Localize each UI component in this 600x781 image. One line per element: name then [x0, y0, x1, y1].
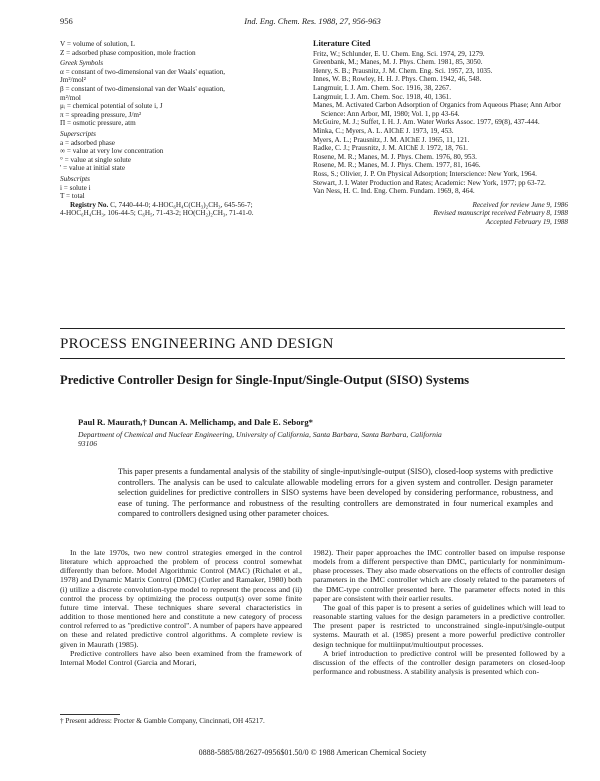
reference-list: [313, 50, 568, 196]
subscripts-heading: Subscripts: [60, 174, 90, 183]
section-rule-top: [60, 328, 565, 329]
reference-item: Minka, C.; Myers, A. L. AIChE J. 1973, 19, 453.: [313, 126, 454, 135]
revised-date: Revised manuscript received February 8, 1988: [433, 209, 568, 218]
registry-text: C, 7440-44-0; 4-HOC₆H₄C(CH₃)₂CH₃, 645-56-7;: [108, 200, 253, 209]
nomenclature-line: ∞ = value at very low concentration: [60, 147, 164, 156]
body-paragraph: In the late 1970s, two new control strategies emerged in the control literature which approached the problem of process control somewhat differently than before. Model Algorithmic Control (MAC) (Richalet et al., 1978) and Dynamic Matrix Control (DMC) (Cutler and Ramaker, 1980) both (i) utilize a discrete convolution-type model to represent the process and (ii) control the process by optimizing the process output(s) over some finite future time interval. These techniques share several characteristics in addition to those mentioned here and constitute a new category of process control referred to as "predictive control". A number of papers have appeared on these and related predictive control algorithms. A complete review is given in Maurath (1985).: [60, 548, 302, 649]
journal-citation: Ind. Eng. Chem. Res. 1988, 27, 956-963: [244, 16, 381, 26]
article-title: Predictive Controller Design for Single-Input/Single-Output (SISO) Systems: [60, 373, 470, 387]
abstract: This paper presents a fundamental analysis of the stability of single-input/single-output (SISO), closed-loop systems with predictive controllers. The analysis can be used to calculate allowable modeling errors for a given system and controller. Design parameter selection guidelines for predictive controllers in SISO systems have been developed by considering performance, robustness, and ease of tuning. The performance and robustness of the resulting controllers are demonstrated in four numerical examples and compared to controllers designed using other parameter choices.: [118, 467, 553, 519]
footnote-rule: [60, 714, 120, 715]
section-rule-bottom: [60, 358, 565, 359]
nomenclature-line: a = adsorbed phase: [60, 138, 115, 147]
registry-label: Registry No.: [70, 200, 109, 209]
nomenclature-line: π = spreading pressure, J/m²: [60, 110, 142, 119]
registry-text-line: 4-HOC₆H₄CH₃, 106-44-5; C₆H₅, 71-43-2; HO(CH₂)₂CH₃, 71-41-0.: [60, 209, 254, 218]
author-affiliation: Department of Chemical and Nuclear Engineering, University of California, Santa Barbara, Santa Barbara, California 93106: [78, 430, 442, 448]
nomenclature-line: Jm²/mol²: [60, 76, 86, 85]
nomenclature-line: i = solute i: [60, 183, 91, 192]
reference-item: Radke, C. J.; Prausnitz, J. M. AIChE J. 1972, 18, 761.: [313, 144, 468, 153]
nomenclature-line: ° = value at single solute: [60, 155, 132, 164]
reference-item: Greenbank, M.; Manes, M. J. Phys. Chem. 1981, 85, 3050.: [313, 58, 483, 67]
body-paragraph: 1982). Their paper approaches the IMC controller based on impulse response models from a different perspective than DMC, particularly for nonminimum-phase processes. They also made observations on the effects of controller design parameters in the IMC controller which are closely related to the parameters of the DMC-type controller presented here. The parameter effects noted in this paper are consistent with their earlier results.: [313, 548, 565, 603]
nomenclature-line: α = constant of two-dimensional van der Waals' equation,: [60, 67, 226, 76]
literature-cited-section: [313, 40, 568, 226]
body-paragraph: A brief introduction to predictive control will be presented followed by a discussion of the effects of the controller design parameters on closed-loop performance and robustness. A stability analysis is presented which con-: [313, 648, 565, 677]
reference-item: Ross, S.; Olivier, J. P. On Physical Adsorption; Interscience: New York, 1964.: [313, 169, 537, 178]
nomenclature-line: μᵢ = chemical potential of solute i, J: [60, 102, 163, 111]
author-footnote: † Present address: Procter & Gamble Company, Cincinnati, OH 45217.: [60, 717, 265, 725]
body-paragraph: Predictive controllers have also been examined from the framework of Internal Model Control (Garcia and Morari,: [60, 648, 302, 667]
body-column-right: [313, 548, 565, 676]
greek-symbols-heading: Greek Symbols: [60, 59, 104, 68]
reference-item: Myers, A. L.; Prausnitz, J. M. AIChE J. 1965, 11, 121.: [313, 135, 470, 144]
reference-item: Rosene, M. R.; Manes, M. J. Phys. Chem. 1977, 81, 1646.: [313, 161, 481, 170]
reference-item: McGuire, M. J.; Suffet, I. H. J. Am. Water Works Assoc. 1977, 69(8), 437-444.: [313, 118, 540, 127]
literature-cited-heading: Literature Cited: [313, 39, 371, 48]
nomenclature-line: Z = adsorbed phase composition, mole fraction: [60, 48, 196, 57]
nomenclature-line: β = constant of two-dimensional van der Waals' equation,: [60, 84, 225, 93]
article-authors: Paul R. Maurath,† Duncan A. Mellichamp, and Dale E. Seborg*: [78, 417, 313, 427]
nomenclature-line: V = volume of solution, L: [60, 40, 135, 48]
accepted-date: Accepted February 19, 1988: [485, 217, 568, 226]
copyright-footer: 0888-5885/88/2627-0956$01.50/0 © 1988 American Chemical Society: [198, 748, 427, 757]
nomenclature-section: [60, 40, 315, 218]
nomenclature-line: Π = osmotic pressure, atm: [60, 119, 136, 128]
received-date: Received for review June 9, 1986: [472, 200, 568, 209]
reference-item: Langmuir, I. J. Am. Chem. Soc. 1918, 40, 1361.: [313, 92, 452, 101]
nomenclature-line: T = total: [60, 192, 85, 201]
body-column-left: [60, 548, 302, 667]
nomenclature-line: m²/mol: [60, 93, 81, 102]
reference-item: Henry, S. B.; Prausnitz, J. M. Chem. Eng. Sci. 1957, 23, 1035.: [313, 66, 493, 75]
section-heading: PROCESS ENGINEERING AND DESIGN: [60, 336, 334, 352]
reference-item: Fritz, W.; Schlunder, E. U. Chem. Eng. Sci. 1974, 29, 1279.: [313, 49, 485, 58]
body-paragraph: The goal of this paper is to present a series of guidelines which will lead to reasonable starting values for the design parameters in a predictive controller. The present paper is restricted to unconstrained single-input/single-output systems. Maurath et al. (1985) present a more powerful predictive controller design technique for multiinput/multioutput processes.: [313, 602, 565, 649]
superscripts-heading: Superscripts: [60, 129, 96, 138]
reference-item: Van Ness, H. C. Ind. Eng. Chem. Fundam. 1969, 8, 464.: [313, 187, 475, 196]
reference-item: Innes, W. B.; Rowley, H. H. J. Phys. Chem. 1942, 46, 548.: [313, 75, 482, 84]
reference-item: Stewart, J. I. Water Production and Rates; Academic: New York, 1977; pp 63-72.: [313, 178, 546, 187]
reference-item: Manes, M. Activated Carbon Adsorption of Organics from Aqueous Phase; Ann Arbor Science: Ann Arbor, MI, 1980; Vol. 1, pp 43-64.: [313, 101, 562, 118]
reference-item: Langmuir, I. J. Am. Chem. Soc. 1916, 38, 2267.: [313, 83, 452, 92]
page-number: 956: [60, 16, 73, 26]
reference-item: Rosene, M. R.; Manes, M. J. Phys. Chem. 1976, 80, 953.: [313, 152, 477, 161]
nomenclature-line: ' = value at initial state: [60, 164, 126, 173]
registry-numbers: [60, 201, 315, 210]
